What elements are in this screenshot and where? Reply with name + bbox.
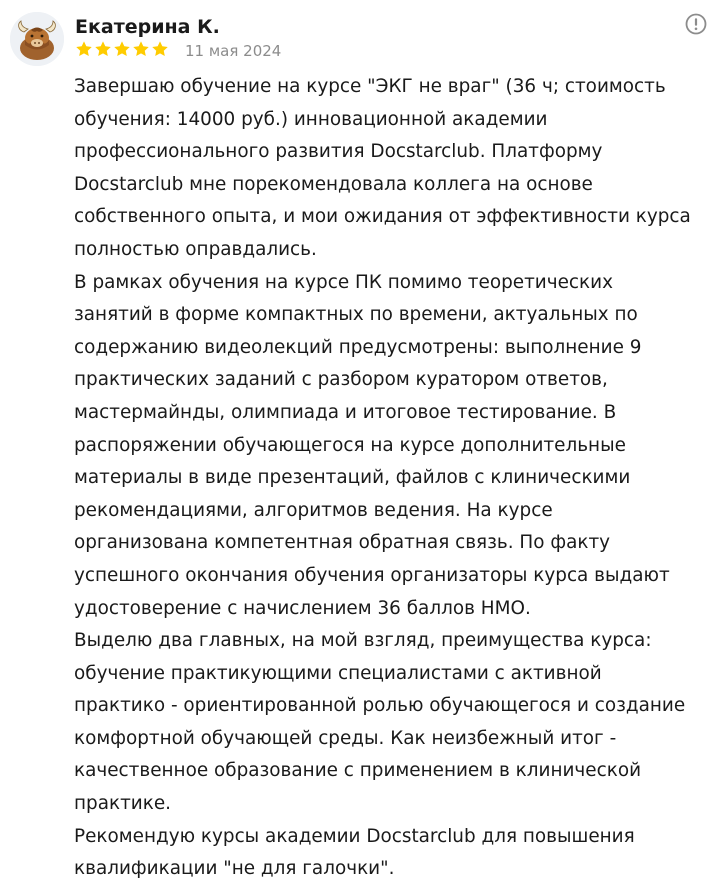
review-date: 11 мая 2024: [185, 42, 282, 60]
review-text-line: распоряжении обучающегося на курсе дополнительные: [74, 434, 626, 456]
author-name[interactable]: Екатерина К.: [75, 16, 220, 38]
review-text-line: обучение практикующими специалистами с активной: [74, 662, 602, 684]
exclamation-circle-icon: [684, 12, 708, 36]
review-text-line: Рекомендую курсы академии Docstarclub для повышения: [74, 825, 635, 847]
report-button[interactable]: [684, 12, 708, 36]
review-text: [74, 71, 714, 886]
review-text-line: практике.: [74, 793, 172, 815]
review-text-line: занятий в форме компактных по времени, актуальных по: [74, 304, 638, 326]
review-text-line: Выделю два главных, на мой взгляд, преимущества курса:: [74, 630, 652, 652]
review-text-line: Docstarclub мне порекомендовала коллега на основе: [74, 173, 593, 195]
review-text-line: мастермайнды, олимпиада и итоговое тестирование. В: [74, 401, 617, 423]
star-icon: [75, 40, 93, 58]
star-icon: [113, 40, 131, 58]
review-text-line: Завершаю обучение на курсе "ЭКГ не враг" (36 ч; стоимость: [74, 76, 666, 97]
review-text-line: комфортной обучающей среды. Как неизбежный итог -: [74, 727, 617, 749]
review-text-line: профессионального развития Docstarclub. Платформу: [74, 141, 603, 163]
review-text-line: содержанию видеолекций предусмотрены: выполнение 9: [74, 336, 642, 358]
review-text-line: обучения: 14000 руб.) инновационной академии: [74, 108, 548, 130]
review-text-line: В рамках обучения на курсе ПК помимо теоретических: [74, 271, 613, 293]
review-text-line: рекомендациями, алгоритмов ведения. На курсе: [74, 499, 553, 521]
review-text-line: качественное образование с применением в клинической: [74, 760, 642, 782]
star-rating: [75, 40, 169, 58]
review-text-line: полностью оправдались.: [74, 238, 317, 260]
star-icon: [132, 40, 150, 58]
review-text-line: успешного окончания обучения организаторы курса выдают: [74, 564, 670, 586]
review-text-line: удостоверение с начислением 36 баллов НМО.: [74, 597, 531, 619]
yak-avatar-icon: [10, 12, 64, 66]
avatar[interactable]: [10, 12, 64, 66]
review-text-line: материалы в виде презентаций, файлов с клиническими: [74, 467, 631, 489]
review-text-line: квалификации "не для галочки".: [74, 858, 395, 880]
star-icon: [151, 40, 169, 58]
review-text-line: практико - ориентированной ролью обучающегося и создание: [74, 695, 686, 717]
review-text-line: собственного опыта, и мои ожидания от эффективности курса: [74, 206, 691, 228]
review-text-line: практических заданий с разбором куратором ответов,: [74, 369, 608, 391]
review-text-line: организована компетентная обратная связь. По факту: [74, 532, 611, 554]
star-icon: [94, 40, 112, 58]
